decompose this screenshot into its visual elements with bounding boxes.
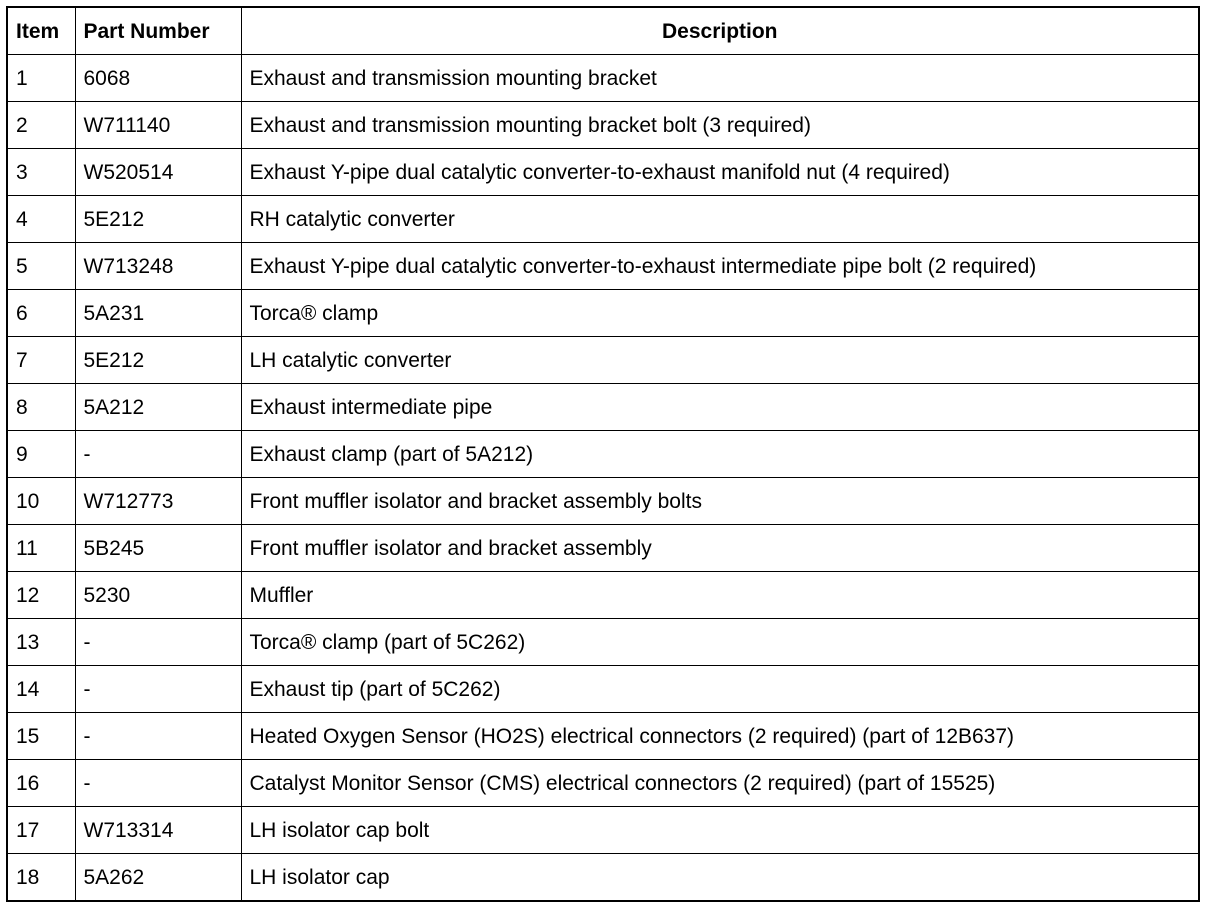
header-item: Item: [7, 7, 75, 55]
cell-description: Exhaust Y-pipe dual catalytic converter-to-exhaust intermediate pipe bolt (2 required): [241, 243, 1199, 290]
cell-part-number: W520514: [75, 149, 241, 196]
cell-part-number: -: [75, 666, 241, 713]
cell-item: 13: [7, 619, 75, 666]
cell-part-number: 5230: [75, 572, 241, 619]
cell-item: 11: [7, 525, 75, 572]
cell-description: Torca® clamp: [241, 290, 1199, 337]
cell-description: RH catalytic converter: [241, 196, 1199, 243]
table-row: [7, 807, 1199, 854]
cell-part-number: W713314: [75, 807, 241, 854]
cell-item: 18: [7, 854, 75, 902]
table-row: [7, 572, 1199, 619]
cell-item: 7: [7, 337, 75, 384]
cell-part-number: 5A262: [75, 854, 241, 902]
table-body: [7, 55, 1199, 902]
cell-description: Exhaust intermediate pipe: [241, 384, 1199, 431]
cell-part-number: -: [75, 760, 241, 807]
cell-description: Exhaust and transmission mounting bracket bolt (3 required): [241, 102, 1199, 149]
table-row: [7, 478, 1199, 525]
table-row: [7, 525, 1199, 572]
cell-description: LH catalytic converter: [241, 337, 1199, 384]
cell-item: 2: [7, 102, 75, 149]
cell-description: Muffler: [241, 572, 1199, 619]
cell-item: 16: [7, 760, 75, 807]
cell-description: Exhaust clamp (part of 5A212): [241, 431, 1199, 478]
cell-description: Catalyst Monitor Sensor (CMS) electrical connectors (2 required) (part of 15525): [241, 760, 1199, 807]
cell-description: Exhaust Y-pipe dual catalytic converter-to-exhaust manifold nut (4 required): [241, 149, 1199, 196]
table-header-row: [7, 7, 1199, 55]
cell-description: Front muffler isolator and bracket assembly: [241, 525, 1199, 572]
cell-description: Torca® clamp (part of 5C262): [241, 619, 1199, 666]
cell-item: 6: [7, 290, 75, 337]
table-row: [7, 619, 1199, 666]
cell-description: Exhaust tip (part of 5C262): [241, 666, 1199, 713]
cell-part-number: W712773: [75, 478, 241, 525]
table-row: [7, 290, 1199, 337]
cell-part-number: 5A231: [75, 290, 241, 337]
table-row: [7, 149, 1199, 196]
cell-description: Heated Oxygen Sensor (HO2S) electrical connectors (2 required) (part of 12B637): [241, 713, 1199, 760]
table-row: [7, 243, 1199, 290]
header-description: Description: [241, 7, 1199, 55]
table-row: [7, 431, 1199, 478]
cell-item: 15: [7, 713, 75, 760]
cell-part-number: W711140: [75, 102, 241, 149]
cell-part-number: -: [75, 713, 241, 760]
cell-part-number: 6068: [75, 55, 241, 102]
cell-item: 8: [7, 384, 75, 431]
cell-item: 14: [7, 666, 75, 713]
cell-item: 17: [7, 807, 75, 854]
cell-part-number: -: [75, 431, 241, 478]
cell-item: 5: [7, 243, 75, 290]
cell-description: LH isolator cap: [241, 854, 1199, 902]
cell-description: LH isolator cap bolt: [241, 807, 1199, 854]
cell-item: 3: [7, 149, 75, 196]
table-row: [7, 666, 1199, 713]
table-row: [7, 55, 1199, 102]
cell-item: 1: [7, 55, 75, 102]
cell-part-number: 5E212: [75, 337, 241, 384]
cell-item: 10: [7, 478, 75, 525]
cell-part-number: 5B245: [75, 525, 241, 572]
cell-part-number: -: [75, 619, 241, 666]
table-row: [7, 760, 1199, 807]
cell-description: Front muffler isolator and bracket assembly bolts: [241, 478, 1199, 525]
header-part-number: Part Number: [75, 7, 241, 55]
table-row: [7, 196, 1199, 243]
parts-table: [6, 6, 1200, 902]
cell-part-number: 5E212: [75, 196, 241, 243]
table-row: [7, 337, 1199, 384]
cell-item: 9: [7, 431, 75, 478]
table-row: [7, 384, 1199, 431]
cell-part-number: 5A212: [75, 384, 241, 431]
cell-item: 12: [7, 572, 75, 619]
cell-part-number: W713248: [75, 243, 241, 290]
cell-description: Exhaust and transmission mounting bracket: [241, 55, 1199, 102]
table-row: [7, 854, 1199, 902]
table-row: [7, 713, 1199, 760]
table-row: [7, 102, 1199, 149]
cell-item: 4: [7, 196, 75, 243]
